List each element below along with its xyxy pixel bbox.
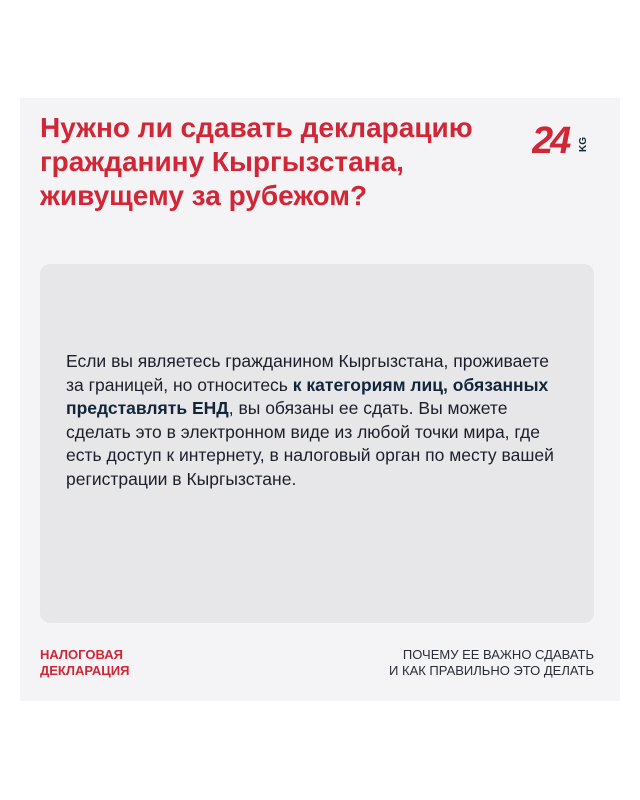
body-text-part2: , вы обязаны ее сдать. Вы можете сделать это в электронном виде из любой точки мира, где есть доступ к интернету, в налоговый орган по месту вашей регистрации в Кыргызстане. [66,398,554,489]
footer-left-line1: НАЛОГОВАЯ [40,647,123,662]
logo-number: 24 [532,120,569,157]
body-text-highlight: к категориям лиц, обязанных представлять ЕНД [66,374,549,418]
body-text-part1: Если вы являетесь гражданином Кыргызстана, проживаете за границей, но относитесь [66,351,550,395]
footer-right-line1: ПОЧЕМУ ЕЕ ВАЖНО СДАВАТЬ [402,647,594,662]
body-text [66,350,566,491]
footer-right-line2: И КАК ПРАВИЛЬНО ЭТО ДЕЛАТЬ [389,663,594,678]
logo-suffix: KG [578,137,589,152]
info-card [20,98,620,701]
24kg-logo-icon [532,119,592,157]
footer-topic-label [294,647,594,679]
page-title: Нужно ли сдавать декларацию гражданину Кыргызстана, живущему за рубежом? [40,112,473,211]
footer-left-line2: ДЕКЛАРАЦИЯ [40,663,130,678]
footer-section-label [40,647,240,679]
